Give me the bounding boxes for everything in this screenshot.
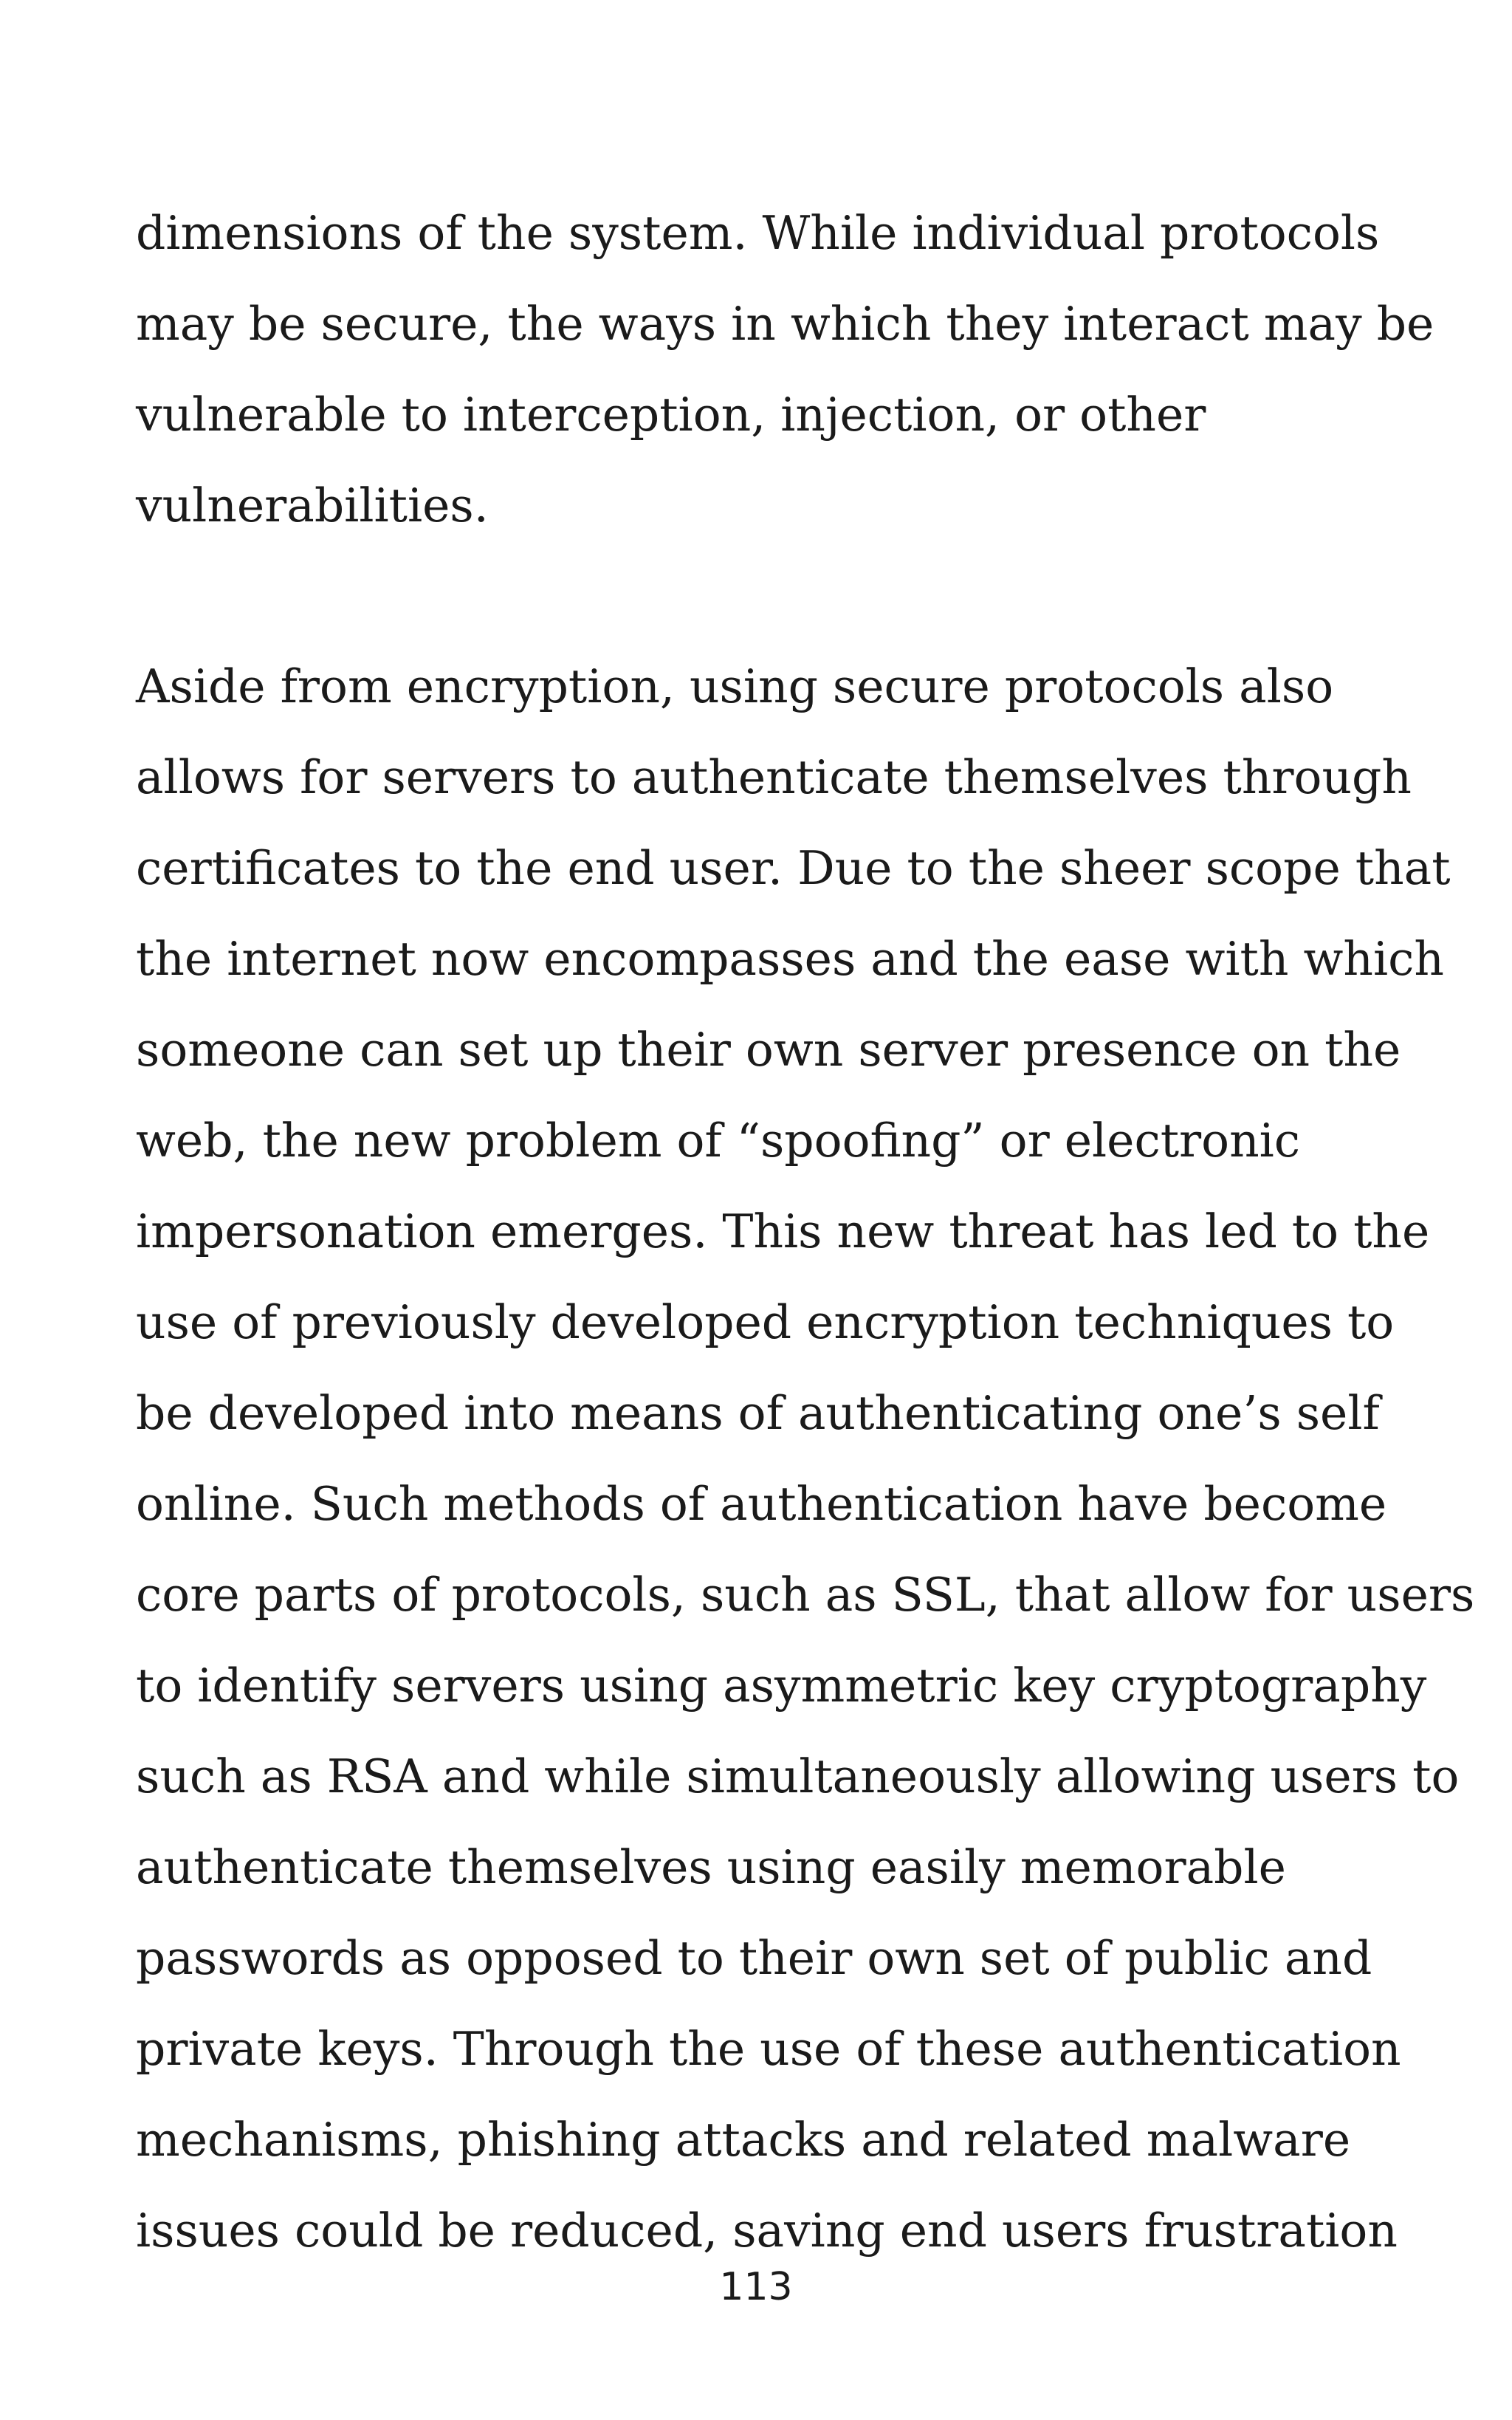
text-line: to identify servers using asymmetric key cryptography [136, 1659, 1427, 1713]
text-line: dimensions of the system. While individual protocols [136, 206, 1380, 260]
text-line: vulnerable to interception, injection, or other [136, 388, 1206, 442]
text-line: the internet now encompasses and the ease with which [136, 932, 1444, 986]
text-line: mechanisms, phishing attacks and related malware [136, 2113, 1351, 2167]
text-line: such as RSA and while simultaneously allowing users to [136, 1749, 1460, 1803]
text-line: vulnerabilities. [136, 479, 489, 532]
text-line: may be secure, the ways in which they interact may be [136, 297, 1434, 351]
text-line: web, the new problem of “spoofing” or electronic [136, 1114, 1301, 1168]
paragraph-2 [136, 641, 1475, 2276]
text-line: passwords as opposed to their own set of public and [136, 1931, 1372, 1985]
text-line: allows for servers to authenticate themselves through [136, 750, 1412, 804]
text-line: someone can set up their own server presence on the [136, 1023, 1401, 1077]
text-line: authenticate themselves using easily memorable [136, 1840, 1286, 1894]
text-line: certificates to the end user. Due to the sheer scope that [136, 841, 1451, 895]
text-line: core parts of protocols, such as SSL, that allow for users [136, 1568, 1475, 1622]
text-line: be developed into means of authenticating one’s self [136, 1386, 1380, 1440]
text-line: impersonation emerges. This new threat has led to the [136, 1204, 1430, 1258]
text-line: Aside from encryption, using secure protocols also [136, 659, 1334, 713]
paragraph-1 [136, 188, 1434, 551]
text-line: use of previously developed encryption techniques to [136, 1295, 1395, 1349]
text-line: online. Such methods of authentication have become [136, 1477, 1387, 1531]
text-line: issues could be reduced, saving end users frustration [136, 2204, 1398, 2258]
page-number: 113 [719, 2265, 793, 2309]
text-line: private keys. Through the use of these authentication [136, 2022, 1401, 2076]
